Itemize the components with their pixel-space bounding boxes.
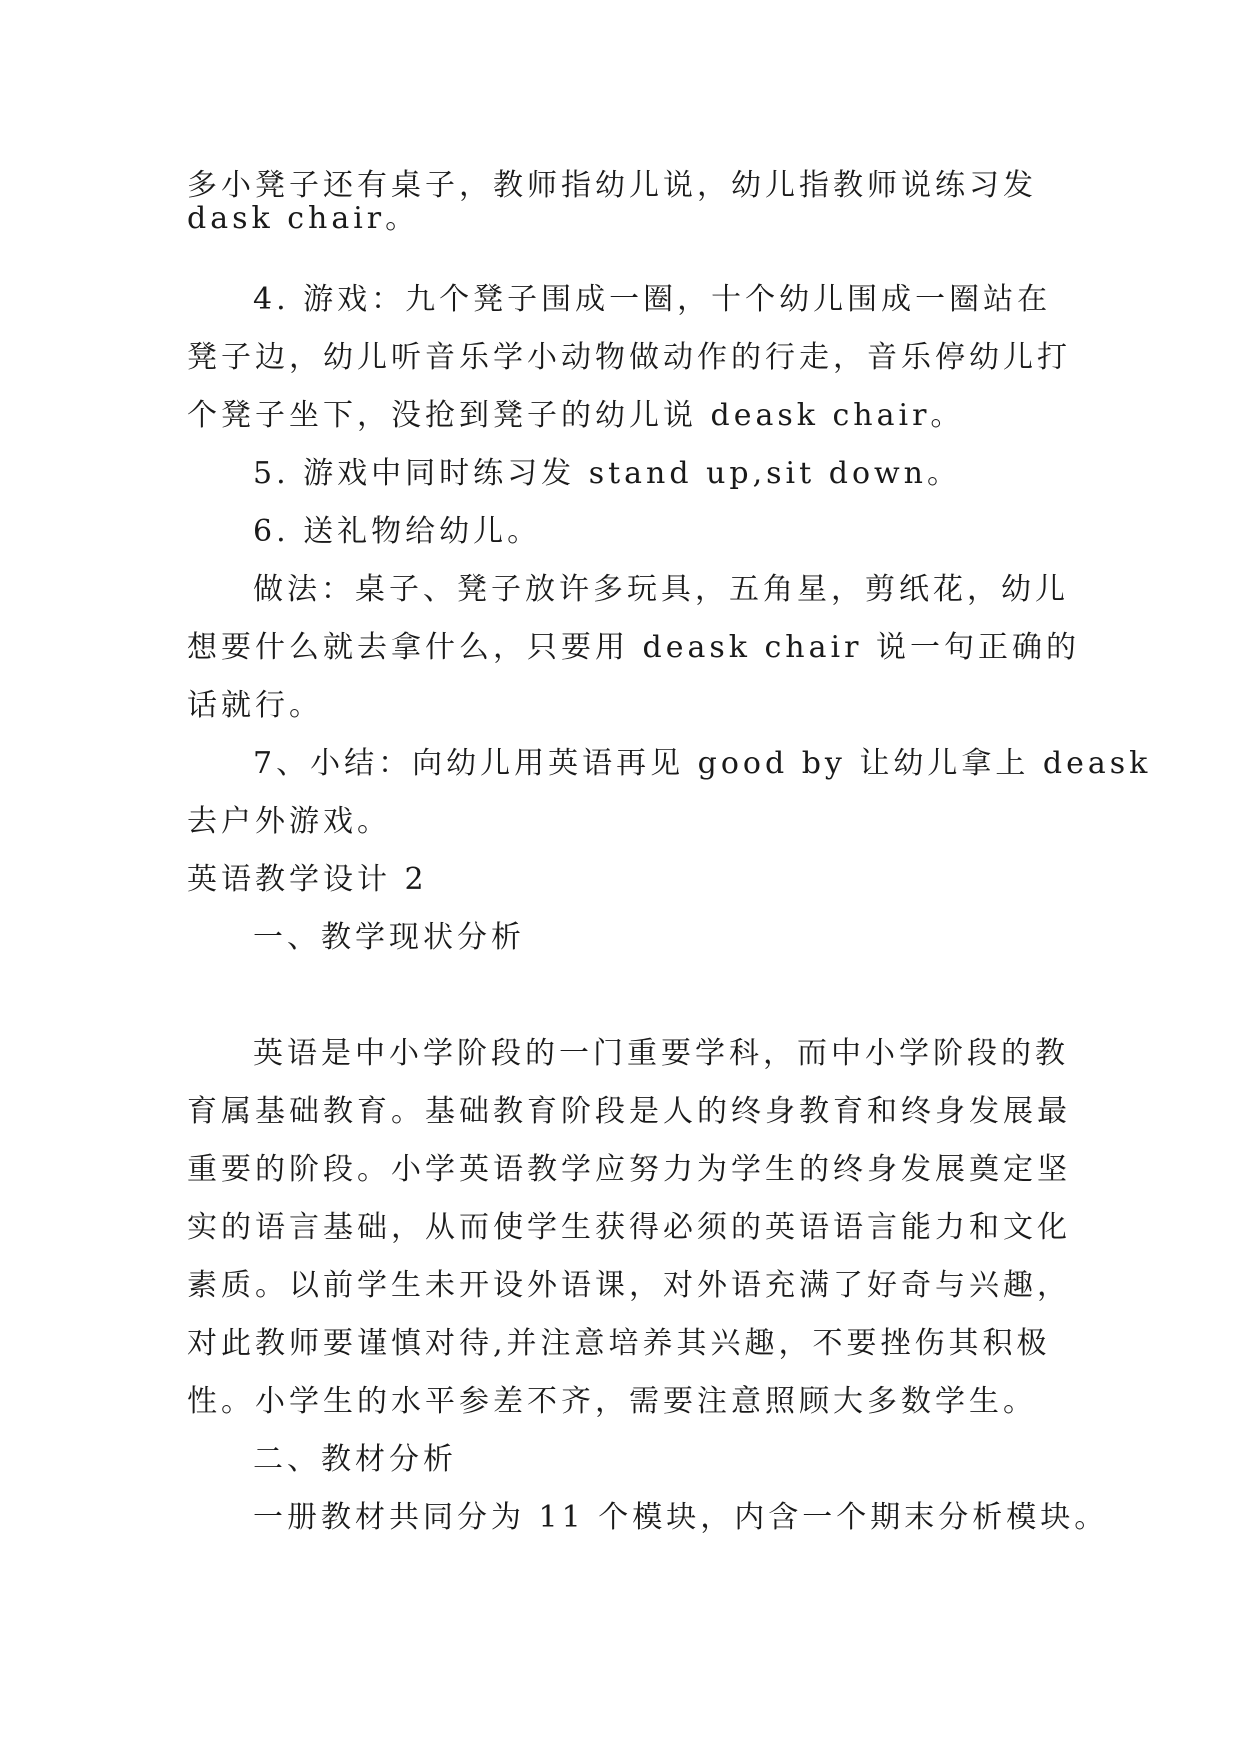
text-line: 7、小结：向幼儿用英语再见 good by 让幼儿拿上 deask <box>253 746 1152 781</box>
text-line: 凳子边，幼儿听音乐学小动物做动作的行走，音乐停幼儿打 <box>187 340 1071 375</box>
text-line: 6. 送礼物给幼儿。 <box>253 514 542 549</box>
text-line: 一册教材共同分为 11 个模块，内含一个期末分析模块。 <box>253 1500 1109 1535</box>
text-line: 多小凳子还有桌子，教师指幼儿说，幼儿指教师说练习发 <box>187 168 1037 203</box>
text-line: 英语是中小学阶段的一门重要学科，而中小学阶段的教 <box>253 1036 1069 1071</box>
text-line: 想要什么就去拿什么，只要用 deask chair 说一句正确的 <box>187 630 1080 665</box>
text-line: 话就行。 <box>187 688 323 723</box>
text-line: 4. 游戏：九个凳子围成一圈，十个幼儿围成一圈站在 <box>253 282 1052 317</box>
text-line: 5. 游戏中同时练习发 stand up,sit down。 <box>253 456 962 491</box>
text-line: 个凳子坐下，没抢到凳子的幼儿说 deask chair。 <box>187 398 965 433</box>
text-line: 素质。以前学生未开设外语课，对外语充满了好奇与兴趣， <box>187 1268 1071 1303</box>
text-line: 去户外游戏。 <box>187 804 391 839</box>
subsection-heading: 二、教材分析 <box>253 1442 457 1477</box>
text-line: 实的语言基础，从而使学生获得必须的英语语言能力和文化 <box>187 1210 1071 1245</box>
subsection-heading: 一、教学现状分析 <box>253 920 525 955</box>
text-line: dask chair。 <box>187 201 420 236</box>
section-heading: 英语教学设计 2 <box>187 862 428 897</box>
text-line: 做法：桌子、凳子放许多玩具，五角星，剪纸花，幼儿 <box>253 572 1069 607</box>
text-line: 育属基础教育。基础教育阶段是人的终身教育和终身发展最 <box>187 1094 1071 1129</box>
text-line: 对此教师要谨慎对待,并注意培养其兴趣，不要挫伤其积极 <box>187 1326 1051 1361</box>
text-line: 性。小学生的水平参差不齐，需要注意照顾大多数学生。 <box>187 1384 1037 1419</box>
text-line: 重要的阶段。小学英语教学应努力为学生的终身发展奠定坚 <box>187 1152 1071 1187</box>
